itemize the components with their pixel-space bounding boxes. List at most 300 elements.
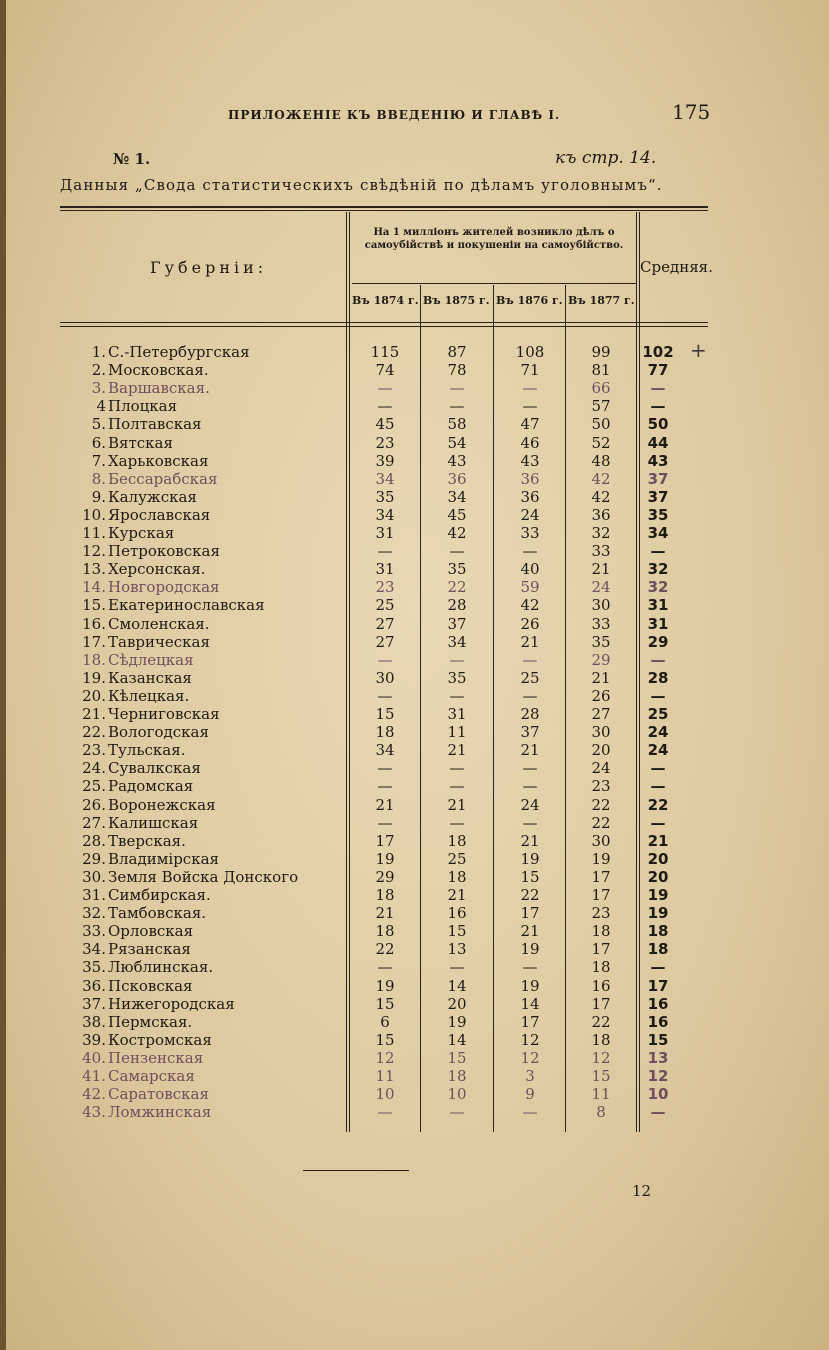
cell-value: 33	[591, 542, 611, 561]
gubernia-name: Тамбовская.	[108, 904, 207, 923]
cell-value: 22	[591, 813, 611, 832]
cell-value: 26	[520, 614, 540, 633]
table-row	[72, 1031, 712, 1049]
table-row	[72, 904, 712, 922]
cell-average: 16	[647, 1012, 669, 1031]
cell-value: 12	[375, 1048, 395, 1067]
cell-average: 24	[647, 723, 669, 742]
header-year-1875: Въ 1875 г.	[423, 294, 490, 307]
row-number: 10.	[82, 505, 106, 524]
header-group: На 1 милліонъ жителей возникло дѣлъ о самоубійствѣ и покушеніи на самоубійство.	[364, 227, 624, 251]
row-number: 9.	[91, 487, 106, 506]
running-head: ПРИЛОЖЕНІЕ КЪ ВВЕДЕНІЮ И ГЛАВѢ I.	[228, 108, 561, 122]
cell-value: 34	[375, 469, 395, 488]
table-row	[72, 434, 712, 452]
row-number: 13.	[82, 560, 106, 579]
cell-value: 16	[447, 904, 467, 923]
cell-value: —	[522, 759, 538, 778]
cell-value: 58	[447, 415, 467, 434]
cell-value: 30	[591, 596, 611, 615]
cell-value: —	[449, 777, 465, 796]
cell-value: 22	[375, 940, 395, 959]
cell-value: 18	[591, 958, 611, 977]
cell-value: —	[449, 958, 465, 977]
cell-value: —	[377, 813, 393, 832]
row-number: 8.	[91, 469, 106, 488]
cell-value: 18	[447, 867, 467, 886]
table-row	[72, 651, 712, 669]
cell-value: 24	[591, 759, 611, 778]
gubernia-name: Варшавская.	[108, 379, 210, 398]
cell-value: 87	[447, 343, 467, 361]
cell-value: —	[377, 777, 393, 796]
cell-value: 71	[520, 361, 540, 380]
cell-value: 25	[520, 668, 540, 687]
cell-average: 19	[647, 904, 669, 923]
cell-average: 20	[647, 849, 669, 868]
cell-average: 50	[647, 415, 669, 434]
cell-value: 34	[375, 741, 395, 760]
row-number: 29.	[82, 849, 106, 868]
row-number: 22.	[82, 723, 106, 742]
cell-value: 37	[447, 614, 467, 633]
cell-value: 27	[591, 705, 611, 723]
cell-value: 35	[447, 560, 467, 579]
table-row	[72, 1103, 712, 1121]
table-row	[72, 1085, 712, 1103]
cell-average: 15	[647, 1030, 669, 1049]
cell-value: 18	[375, 886, 395, 904]
cell-value: —	[522, 958, 538, 977]
cell-value: 15	[375, 705, 395, 723]
cell-average: —	[650, 686, 666, 705]
page-number: 175	[672, 100, 711, 124]
table-row	[72, 977, 712, 995]
cell-average: 13	[647, 1048, 669, 1067]
cell-average: 18	[647, 940, 669, 959]
table-row	[72, 850, 712, 868]
gubernia-name: Земля Войска Донского	[108, 867, 299, 886]
gubernia-name: Смоленская.	[108, 614, 210, 633]
page-edge	[0, 0, 6, 1350]
gubernia-name: Тульская.	[108, 741, 186, 760]
row-number: 2.	[91, 361, 106, 380]
cell-value: 15	[375, 994, 395, 1013]
table-row	[72, 705, 712, 723]
cell-value: 15	[520, 867, 540, 886]
cell-value: 57	[591, 397, 611, 416]
gubernia-name: Ярославская	[108, 505, 211, 524]
cell-value: —	[522, 379, 538, 398]
row-number: 17.	[82, 632, 106, 651]
cell-value: —	[449, 759, 465, 778]
gubernia-name: Симбирская.	[108, 886, 211, 904]
cell-value: 23	[375, 578, 395, 597]
table-row	[72, 488, 712, 506]
row-number: 28.	[82, 831, 106, 850]
cell-value: 108	[515, 343, 545, 361]
gubernia-name: Владимірская	[108, 849, 219, 868]
cell-value: 22	[447, 578, 467, 597]
cell-value: 115	[370, 343, 400, 361]
table-row	[72, 832, 712, 850]
row-number: 39.	[82, 1030, 106, 1049]
cell-value: 27	[375, 632, 395, 651]
gubernia-name: Плоцкая	[108, 397, 178, 416]
cell-average: —	[650, 759, 666, 778]
cell-value: 48	[591, 451, 611, 470]
header-year-1876: Въ 1876 г.	[496, 294, 563, 307]
cell-value: 42	[591, 469, 611, 488]
row-number: 25.	[82, 777, 106, 796]
cell-value: 46	[520, 433, 540, 452]
table-row	[72, 687, 712, 705]
row-number: 42.	[82, 1085, 106, 1104]
cell-value: 11	[447, 723, 467, 742]
cell-value: 33	[591, 614, 611, 633]
gubernia-name: Пензенская	[108, 1048, 204, 1067]
gubernia-name: Самарская	[108, 1067, 195, 1085]
cell-value: 81	[591, 361, 611, 380]
cell-value: 36	[520, 487, 540, 506]
row-number: 18.	[82, 650, 106, 669]
cell-value: 40	[520, 560, 540, 579]
cell-value: —	[449, 542, 465, 561]
table-row	[72, 379, 712, 397]
cell-value: 15	[447, 922, 467, 941]
cell-value: —	[522, 650, 538, 669]
cell-value: 24	[591, 578, 611, 597]
cell-value: 42	[447, 524, 467, 542]
gubernia-name: Полтавская	[108, 415, 202, 434]
row-number: 12.	[82, 542, 106, 561]
table-row	[72, 922, 712, 940]
gubernia-name: Нижегородская	[108, 994, 235, 1013]
table-row	[72, 524, 712, 542]
cell-average: —	[650, 958, 666, 977]
cell-value: 28	[447, 596, 467, 615]
cell-value: 17	[591, 940, 611, 959]
row-number: 21.	[82, 705, 106, 723]
row-number: 14.	[82, 578, 106, 597]
cell-value: 21	[375, 795, 395, 814]
cell-average: 43	[647, 451, 669, 470]
cell-value: 20	[591, 741, 611, 760]
header-year-1874: Въ 1874 г.	[352, 294, 419, 307]
row-number: 5.	[91, 415, 106, 434]
cell-value: 11	[375, 1067, 395, 1085]
cell-average: 77	[647, 361, 669, 380]
cell-value: 42	[520, 596, 540, 615]
row-number: 38.	[82, 1012, 106, 1031]
cell-value: —	[449, 1103, 465, 1122]
cell-average: —	[650, 542, 666, 561]
table-row	[72, 578, 712, 596]
cell-average: 44	[647, 433, 669, 452]
cell-value: 17	[520, 904, 540, 923]
cell-value: 19	[375, 849, 395, 868]
cell-value: —	[377, 759, 393, 778]
cell-value: 20	[447, 994, 467, 1013]
cell-average: 102	[642, 343, 674, 361]
row-number: 1.	[91, 343, 106, 361]
cell-value: 23	[375, 433, 395, 452]
cell-value: —	[449, 813, 465, 832]
gubernia-name: Херсонская.	[108, 560, 206, 579]
cell-value: 32	[591, 524, 611, 542]
cell-value: 34	[375, 505, 395, 524]
gubernia-name: Екатеринославская	[108, 596, 265, 615]
cell-value: 24	[520, 505, 540, 524]
page-reference: къ стр. 14.	[555, 148, 657, 168]
cell-value: 15	[591, 1067, 611, 1085]
cell-average: 24	[647, 741, 669, 760]
cell-value: 16	[591, 976, 611, 995]
table-row	[72, 542, 712, 560]
cell-value: 43	[520, 451, 540, 470]
gubernia-name: Радомская	[108, 777, 194, 796]
cell-value: —	[449, 379, 465, 398]
table-row	[72, 940, 712, 958]
gubernia-name: Сѣдлецкая	[108, 650, 194, 669]
cell-value: —	[377, 1103, 393, 1122]
cell-value: —	[522, 777, 538, 796]
cell-average: 25	[647, 705, 669, 723]
gubernia-name: Пермская.	[108, 1012, 193, 1031]
cell-value: 30	[591, 723, 611, 742]
row-number: 7.	[91, 451, 106, 470]
cell-value: 17	[375, 831, 395, 850]
cell-value: 29	[375, 867, 395, 886]
table-row	[72, 633, 712, 651]
table-row	[72, 1049, 712, 1067]
table-row	[72, 958, 712, 976]
cell-value: 6	[380, 1012, 390, 1031]
row-number: 32.	[82, 904, 106, 923]
cell-value: 10	[375, 1085, 395, 1104]
table-row	[72, 777, 712, 795]
cell-average: 18	[647, 922, 669, 941]
table-row	[72, 814, 712, 832]
cell-value: —	[522, 397, 538, 416]
table-row	[72, 723, 712, 741]
header-average: Средняя.	[640, 258, 713, 276]
header-gubernii: Губерніи:	[150, 258, 268, 277]
row-number: 6.	[91, 433, 106, 452]
cell-average: 37	[647, 469, 669, 488]
top-rule-thin	[60, 210, 708, 211]
gubernia-name: Сувалкская	[108, 759, 201, 778]
table-row	[72, 886, 712, 904]
cell-value: 17	[591, 867, 611, 886]
cell-value: —	[377, 542, 393, 561]
cell-average: —	[650, 650, 666, 669]
gubernia-name: Петроковская	[108, 542, 220, 561]
row-number: 40.	[82, 1048, 106, 1067]
cell-average: 32	[647, 560, 669, 579]
gubernia-name: Люблинская.	[108, 958, 214, 977]
cell-average: 37	[647, 487, 669, 506]
table-row	[72, 995, 712, 1013]
cell-average: —	[650, 813, 666, 832]
cell-value: 21	[447, 795, 467, 814]
table-row	[72, 506, 712, 524]
gubernia-name: Бессарабская	[108, 469, 218, 488]
gubernia-name: Орловская	[108, 922, 194, 941]
cell-value: 19	[375, 976, 395, 995]
gubernia-name: Харьковская	[108, 451, 209, 470]
cell-value: 3	[525, 1067, 535, 1085]
cell-value: —	[449, 650, 465, 669]
table-row	[72, 470, 712, 488]
gubernia-name: Калишская	[108, 813, 199, 832]
gubernia-name: Тверская.	[108, 831, 186, 850]
table-row	[72, 361, 712, 379]
cell-value: 19	[520, 940, 540, 959]
cell-value: 43	[447, 451, 467, 470]
gubernia-name: Таврическая	[108, 632, 210, 651]
cell-value: 29	[591, 650, 611, 669]
cell-value: 8	[596, 1103, 606, 1122]
cell-value: 21	[591, 560, 611, 579]
cell-value: 22	[591, 795, 611, 814]
gubernia-name: Калужская	[108, 487, 197, 506]
cell-value: 14	[520, 994, 540, 1013]
cell-value: —	[522, 1103, 538, 1122]
table-row	[72, 669, 712, 687]
row-number: 24.	[82, 759, 106, 778]
cell-average: 19	[647, 886, 669, 904]
cell-value: 11	[591, 1085, 611, 1104]
cell-value: 21	[520, 922, 540, 941]
cell-average: 31	[647, 614, 669, 633]
cell-value: 35	[447, 668, 467, 687]
row-number: 16.	[82, 614, 106, 633]
cell-value: 36	[520, 469, 540, 488]
table-row	[72, 615, 712, 633]
cell-value: 18	[591, 922, 611, 941]
cell-value: —	[377, 379, 393, 398]
table-row	[72, 741, 712, 759]
cell-average: —	[650, 379, 666, 398]
cell-value: —	[522, 813, 538, 832]
cell-value: 33	[520, 524, 540, 542]
cell-value: 14	[447, 1030, 467, 1049]
cell-value: 36	[447, 469, 467, 488]
cell-value: 30	[591, 831, 611, 850]
cell-value: 21	[520, 831, 540, 850]
cell-value: 34	[447, 632, 467, 651]
table-row	[72, 868, 712, 886]
cell-average: 28	[647, 668, 669, 687]
cell-value: 13	[447, 940, 467, 959]
table-row	[72, 343, 712, 361]
header-rule-2	[60, 326, 708, 327]
row-number: 37.	[82, 994, 106, 1013]
cell-value: 21	[520, 632, 540, 651]
cell-value: 23	[591, 904, 611, 923]
cell-average: —	[650, 1103, 666, 1122]
cell-value: 78	[447, 361, 467, 380]
table-row	[72, 596, 712, 614]
table-row	[72, 397, 712, 415]
cell-value: 59	[520, 578, 540, 597]
gubernia-name: Псковская	[108, 976, 193, 995]
cell-average: 16	[647, 994, 669, 1013]
gubernia-name: Саратовская	[108, 1085, 209, 1104]
cell-value: 31	[375, 524, 395, 542]
cell-value: 21	[375, 904, 395, 923]
row-number: 35.	[82, 958, 106, 977]
cell-value: 26	[591, 686, 611, 705]
signature-mark: 12	[632, 1182, 652, 1200]
row-number: 15.	[82, 596, 106, 615]
cell-value: 18	[375, 723, 395, 742]
cell-value: 45	[447, 505, 467, 524]
cell-value: 30	[375, 668, 395, 687]
gubernia-name: Воронежская	[108, 795, 216, 814]
cell-value: —	[377, 650, 393, 669]
row-number: 23.	[82, 741, 106, 760]
cell-average: 31	[647, 596, 669, 615]
cell-value: —	[377, 686, 393, 705]
cell-value: 25	[375, 596, 395, 615]
cell-value: 50	[591, 415, 611, 434]
gubernia-name: Кѣлецкая.	[108, 686, 190, 705]
cell-value: 21	[447, 886, 467, 904]
gubernia-name: Казанская	[108, 668, 192, 687]
cell-value: —	[377, 958, 393, 977]
table-row	[72, 1013, 712, 1031]
cell-value: 25	[447, 849, 467, 868]
cell-average: 17	[647, 976, 669, 995]
cell-value: 18	[447, 831, 467, 850]
cell-value: 47	[520, 415, 540, 434]
gubernia-name: Московская.	[108, 361, 209, 380]
group-rule	[352, 283, 636, 284]
gubernia-name: Вологодская	[108, 723, 209, 742]
cell-value: 21	[591, 668, 611, 687]
row-number: 3.	[91, 379, 106, 398]
cell-value: 37	[520, 723, 540, 742]
cell-average: —	[650, 397, 666, 416]
cell-value: 19	[520, 976, 540, 995]
cell-value: 24	[520, 795, 540, 814]
row-number: 36.	[82, 976, 106, 995]
cell-value: 42	[591, 487, 611, 506]
cell-value: 35	[375, 487, 395, 506]
cell-value: 9	[525, 1085, 535, 1104]
header-year-1877: Въ 1877 г.	[568, 294, 635, 307]
gubernia-name: Костромская	[108, 1030, 212, 1049]
cell-value: 12	[520, 1030, 540, 1049]
gubernia-name: С.-Петербургская	[108, 343, 250, 361]
gubernia-name: Курская	[108, 524, 175, 542]
cell-value: 23	[591, 777, 611, 796]
cell-average: 29	[647, 632, 669, 651]
table-number: № 1.	[113, 150, 151, 168]
row-number: 11.	[82, 524, 106, 542]
cell-value: 15	[375, 1030, 395, 1049]
cell-value: 39	[375, 451, 395, 470]
cell-value: 31	[447, 705, 467, 723]
row-number: 20.	[82, 686, 106, 705]
row-number: 26.	[82, 795, 106, 814]
cell-value: 19	[447, 1012, 467, 1031]
cell-value: 18	[447, 1067, 467, 1085]
cell-value: 18	[591, 1030, 611, 1049]
table-row	[72, 415, 712, 433]
